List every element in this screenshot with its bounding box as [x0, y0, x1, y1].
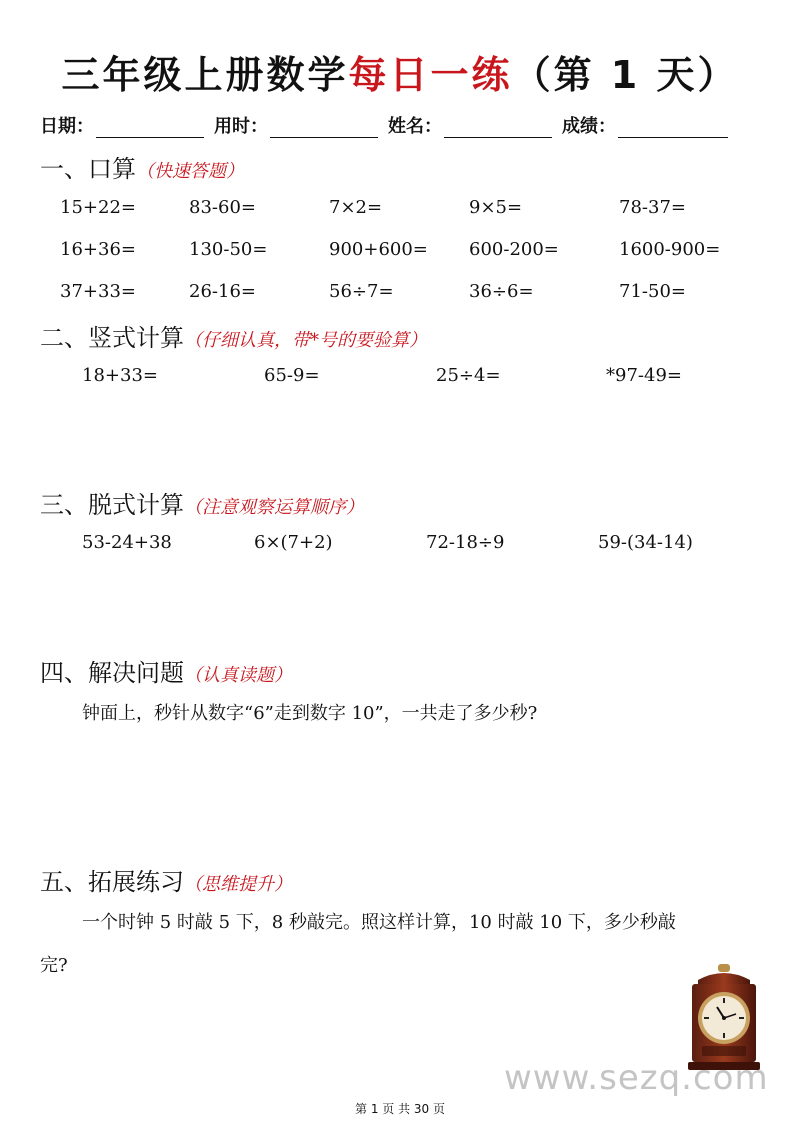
oral-item: 7×2=	[329, 197, 383, 218]
oral-item: 36÷6=	[469, 281, 534, 302]
section-title: 五、拓展练习	[40, 868, 184, 896]
name-field	[388, 112, 562, 138]
section-hint: （思维提升）	[184, 874, 292, 895]
oral-item: 900+600=	[329, 239, 428, 260]
section-problem-heading	[40, 653, 292, 688]
oral-item: 1600-900=	[619, 239, 721, 260]
section-extension-heading	[40, 862, 292, 897]
section-hint: （认真读题）	[184, 665, 292, 686]
stepwise-item: 59-(34-14)	[598, 532, 693, 553]
page-footer: 第 1 页 共 30 页	[355, 1102, 445, 1116]
vertical-item: 18+33=	[82, 365, 158, 386]
oral-item: 600-200=	[469, 239, 559, 260]
oral-item: 130-50=	[189, 239, 268, 260]
score-field	[562, 112, 728, 138]
section-vertical-heading	[40, 318, 427, 353]
section-title: 四、解决问题	[40, 659, 184, 687]
vertical-item: 65-9=	[264, 365, 320, 386]
time-blank[interactable]	[270, 117, 378, 138]
date-label: 日期：	[40, 116, 94, 137]
section-title: 一、口算	[40, 155, 136, 183]
oral-item: 71-50=	[619, 281, 686, 302]
section-title: 二、竖式计算	[40, 324, 184, 352]
oral-item: 9×5=	[469, 197, 523, 218]
score-blank[interactable]	[618, 117, 728, 138]
oral-item: 16+36=	[60, 239, 136, 260]
stepwise-item: 72-18÷9	[426, 532, 505, 553]
extension-text-line1: 一个时钟 5 时敲 5 下，8 秒敲完。照这样计算，10 时敲 10 下，多少秒敲	[82, 912, 676, 933]
oral-item: 78-37=	[619, 197, 686, 218]
oral-item: 37+33=	[60, 281, 136, 302]
section-hint: （注意观察运算顺序）	[184, 497, 364, 518]
name-blank[interactable]	[444, 117, 552, 138]
oral-item: 56÷7=	[329, 281, 394, 302]
title-highlight: 每日一练	[348, 53, 513, 97]
date-blank[interactable]	[96, 117, 204, 138]
oral-item: 83-60=	[189, 197, 256, 218]
watermark: www.sezq.com	[504, 1058, 769, 1098]
title-main: 三年级上册数学	[61, 53, 349, 97]
score-label: 成绩：	[562, 116, 616, 137]
time-label: 用时：	[214, 116, 268, 137]
stepwise-item: 53-24+38	[82, 532, 172, 553]
vertical-item: 25÷4=	[436, 365, 501, 386]
section-oral-heading	[40, 149, 244, 184]
title-day: （第 1 天）	[512, 53, 739, 97]
vertical-item: *97-49=	[606, 365, 682, 386]
stepwise-item: 6×(7+2)	[254, 532, 333, 553]
date-field	[40, 112, 214, 138]
page-title	[0, 44, 800, 99]
name-label: 姓名：	[388, 116, 442, 137]
section-hint: （快速答题）	[136, 161, 244, 182]
oral-item: 15+22=	[60, 197, 136, 218]
problem-text: 钟面上，秒针从数字“6”走到数字 10”，一共走了多少秒?	[82, 703, 538, 724]
section-hint: （仔细认真，带*号的要验算）	[184, 330, 427, 351]
oral-item: 26-16=	[189, 281, 256, 302]
extension-text-line2: 完?	[40, 955, 68, 976]
info-row	[40, 112, 765, 138]
section-stepwise-heading	[40, 485, 364, 520]
section-title: 三、脱式计算	[40, 491, 184, 519]
time-field	[214, 112, 388, 138]
